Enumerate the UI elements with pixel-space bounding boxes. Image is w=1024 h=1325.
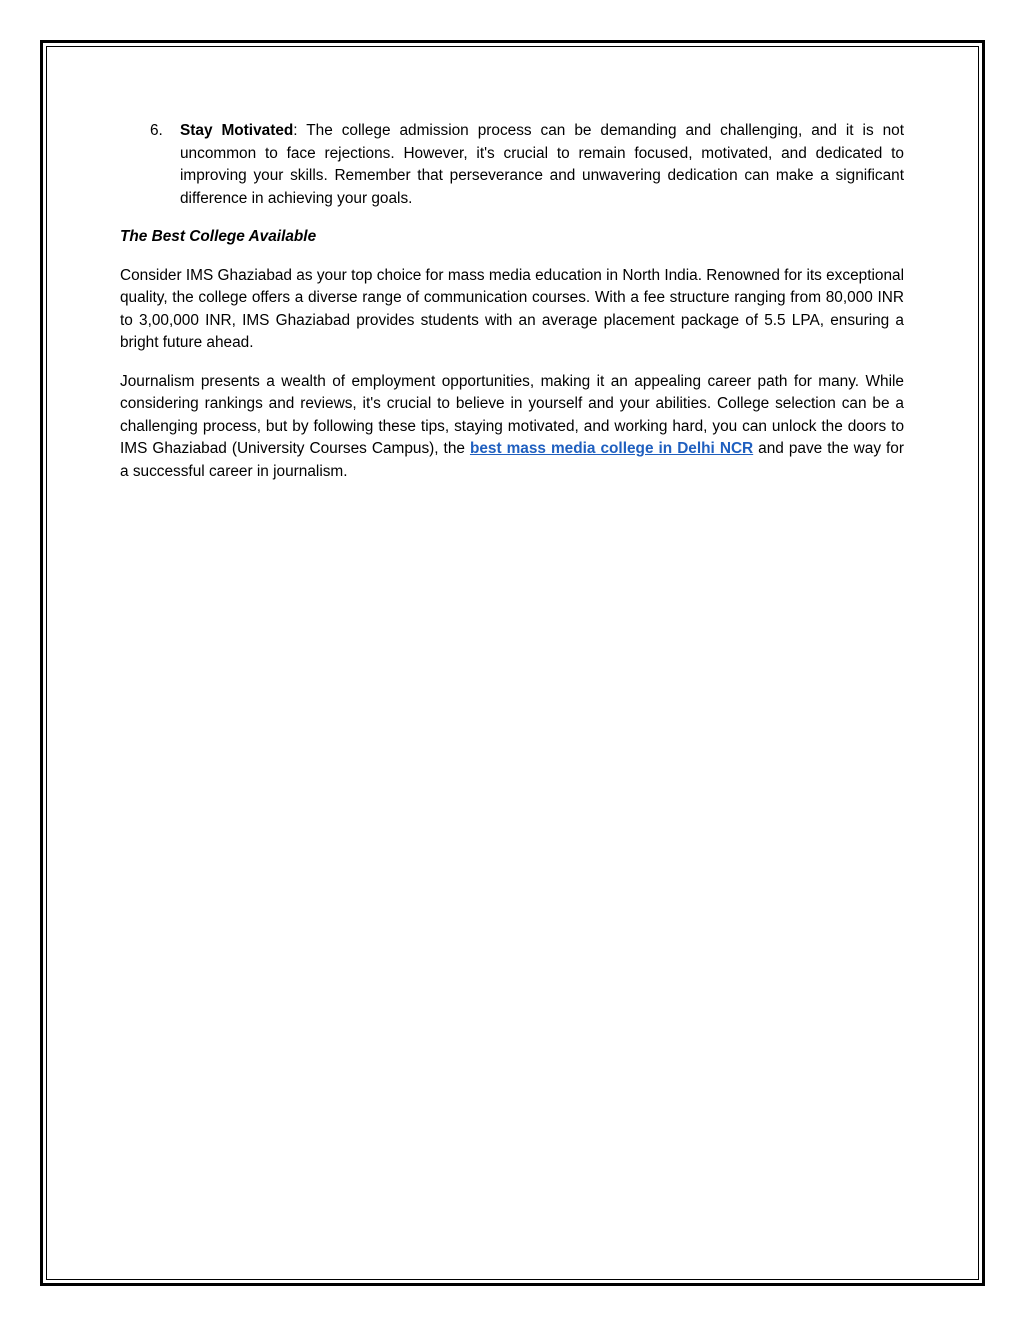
list-item (120, 120, 904, 210)
paragraph-conclusion (120, 371, 904, 484)
paragraph-text-before-link: Journalism presents a wealth of employment opportunities, making it an appealing career path for many. While considering rankings and reviews, it's crucial to believe in yourself and your abilities. College selection can be a challenging process, but by following these tips, staying motivated, and working hard, you can unlock the doors to IMS Ghaziabad (University Courses Campus), the (120, 372, 904, 457)
list-item-term: Stay Motivated (180, 122, 294, 139)
paragraph-intro: Consider IMS Ghaziabad as your top choice for mass media education in North India. Renowned for its exceptional quality, the college offers a diverse range of communication courses. With a fee structure ranging from 80,000 INR to 3,00,000 INR, IMS Ghaziabad provides students with an average placement package of 5.5 LPA, ensuring a bright future ahead. (120, 266, 904, 351)
college-link[interactable]: best mass media college in Delhi NCR (469, 440, 754, 457)
list-number: 6. (150, 122, 163, 139)
document-body (120, 120, 904, 499)
section-heading: The Best College Available (120, 228, 317, 245)
list-item-text: : The college admission process can be demanding and challenging, and it is not uncommon to face rejections. However, it's crucial to remain focused, motivated, and dedicated to improving your skills. Remember that perseverance and unwavering dedication can make a significant difference in achieving your goals. (180, 122, 904, 207)
paragraph-text-after-link: and pave the way for a successful career in journalism. (120, 440, 904, 480)
